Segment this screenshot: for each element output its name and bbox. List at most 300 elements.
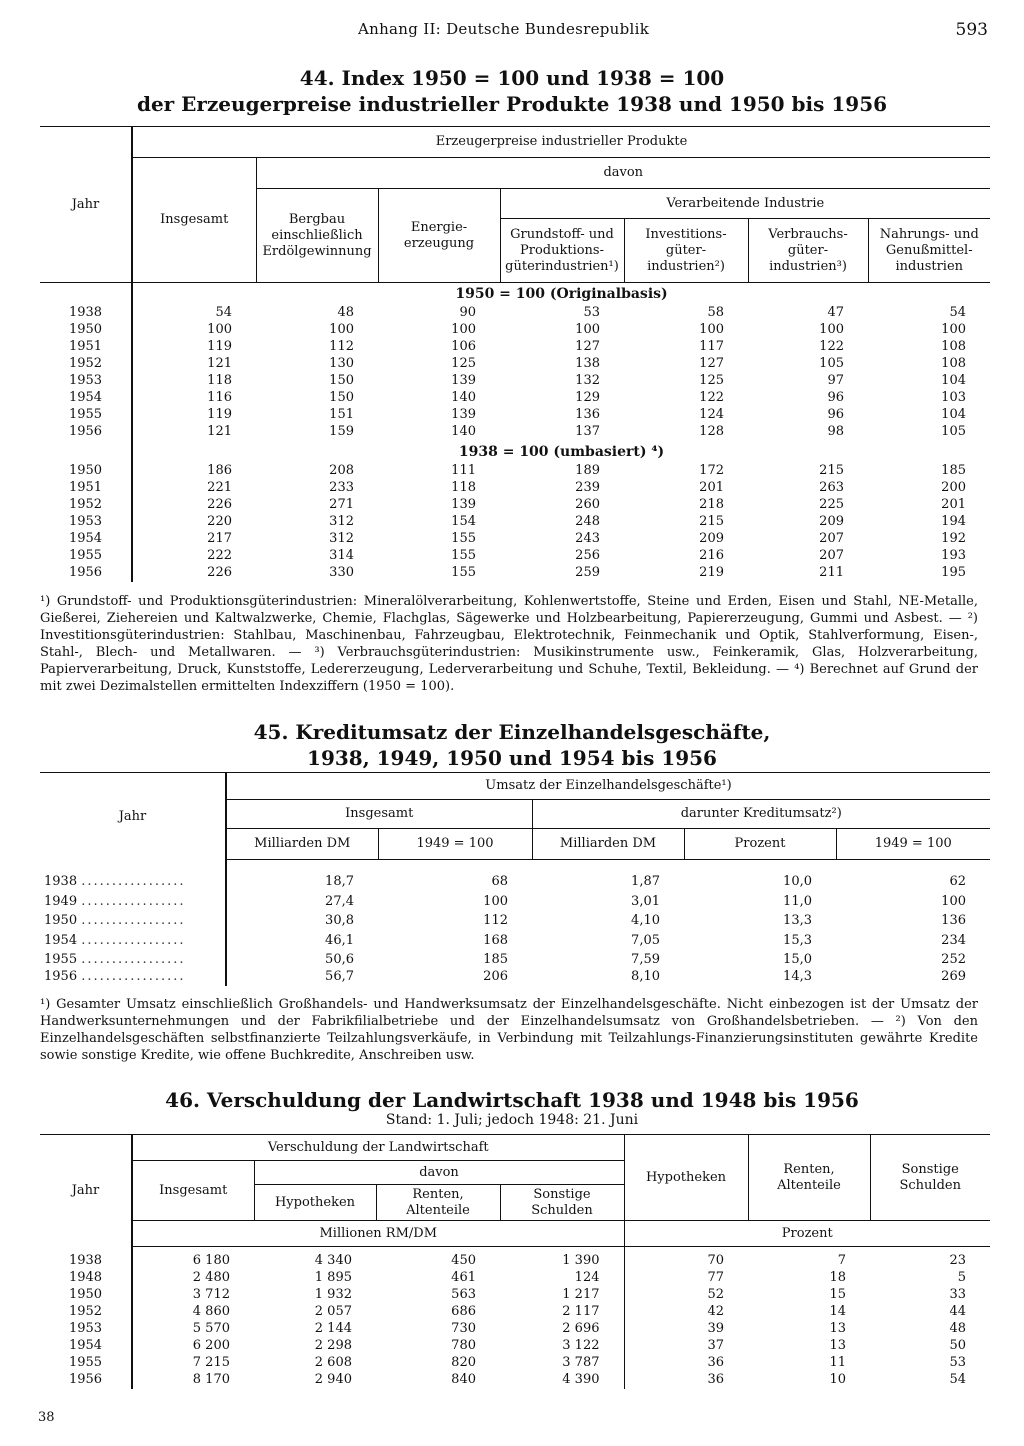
value-cell: 269 (941, 969, 966, 984)
table46-header-hypotheken: Hypotheken (254, 1185, 376, 1221)
value-cell: 312 (329, 531, 354, 546)
value-cell: 820 (451, 1355, 476, 1370)
value-cell: 77 (624, 1270, 748, 1287)
value-cell: 243 (575, 531, 600, 546)
value-cell: 15,3 (783, 932, 812, 948)
year-label: 1956 (44, 969, 78, 984)
value-cell: 139 (451, 407, 476, 422)
value-cell: 100 (575, 322, 600, 337)
year-label: 1949 (44, 893, 78, 909)
value-cell: 450 (451, 1253, 476, 1268)
value-cell: 44 (949, 1304, 966, 1319)
year-label: 1955 (44, 952, 78, 967)
table45-header-mrd1: Milliarden DM (226, 829, 378, 860)
value-cell: 100 (941, 893, 966, 909)
year-cell: 1948 (40, 1270, 132, 1287)
table-row (40, 1321, 990, 1338)
value-cell: 234 (941, 932, 966, 948)
value-cell: 23 (949, 1253, 966, 1268)
value-cell: 104 (941, 373, 966, 388)
table-row (40, 874, 990, 891)
value-cell: 686 (451, 1304, 476, 1319)
value-cell: 159 (329, 424, 354, 439)
value-cell: 100 (699, 322, 724, 337)
year-cell: 1938 (40, 305, 132, 322)
value-cell: 271 (329, 497, 354, 512)
value-cell: 48 (337, 305, 354, 320)
table46-header-unit-prozent: Prozent (624, 1221, 990, 1247)
table-row (40, 952, 990, 969)
value-cell: 132 (575, 373, 600, 388)
value-cell: 127 (699, 356, 724, 371)
value-cell: 56,7 (325, 969, 354, 984)
value-cell: 11 (829, 1355, 846, 1370)
value-cell: 201 (699, 480, 724, 495)
table45-header-prozent: Prozent (684, 829, 836, 860)
value-cell: 3,01 (631, 893, 660, 909)
value-cell: 1 217 (562, 1287, 600, 1302)
value-cell: 233 (329, 480, 354, 495)
table45-footnotes: ¹) Gesamter Umsatz einschließlich Großhandels- und Handwerksumsatz der Einzelhandelsgeschäfte. Nicht einbezogen ist der Umsatz der Handwerksunternehmungen und der Fabrikfilialbetriebe und der Einzelhandelsumsatz von Großhandelsbetrieben. — ²) Von den Einzelhandelsgeschäften selbstfinanzierte Teilzahlungsverkäufe, in Verbindung mit Teilzahlungs-Finanzierungsinstituten gewährte Kredite sowie sonstige Kredite, wie offene Buchkredite, Anschreiben usw. (40, 997, 978, 1063)
value-cell: 168 (483, 932, 508, 948)
table-row (40, 407, 990, 424)
value-cell: 129 (575, 390, 600, 405)
table44-header-davon: davon (256, 158, 990, 189)
table-row (40, 531, 990, 548)
year-cell: 1953 (40, 373, 132, 390)
year-cell: 1956 (40, 565, 132, 582)
table44-header-verarbeitende: Verarbeitende Industrie (500, 189, 990, 219)
value-cell: 195 (941, 565, 966, 580)
value-cell: 54 (215, 305, 232, 320)
value-cell: 150 (329, 373, 354, 388)
value-cell: 100 (329, 322, 354, 337)
value-cell: 14 (829, 1304, 846, 1319)
year-cell: 1952 (40, 497, 132, 514)
value-cell: 263 (819, 480, 844, 495)
table45-header-idx1: 1949 = 100 (378, 829, 532, 860)
value-cell: 221 (207, 480, 232, 495)
value-cell: 226 (207, 497, 232, 512)
table46-header-renten: Renten, Altenteile (376, 1185, 500, 1221)
table-row (40, 424, 990, 441)
value-cell: 207 (819, 531, 844, 546)
table46-header-renten-prozent: Renten, Altenteile (748, 1135, 870, 1221)
value-cell: 461 (451, 1270, 476, 1285)
value-cell: 58 (707, 305, 724, 320)
table46-header-davon: davon (254, 1161, 624, 1185)
value-cell: 172 (699, 463, 724, 478)
value-cell: 117 (699, 339, 724, 354)
year-cell: 1956 (40, 1372, 132, 1389)
value-cell: 4 340 (314, 1253, 352, 1268)
year-cell (40, 930, 226, 952)
table-row (40, 463, 990, 480)
year-cell: 1952 (40, 1304, 132, 1321)
value-cell: 1 932 (314, 1287, 352, 1302)
value-cell: 155 (451, 548, 476, 563)
value-cell: 219 (699, 565, 724, 580)
value-cell: 3 122 (562, 1338, 600, 1353)
table-row (40, 1338, 990, 1355)
value-cell: 18,7 (325, 874, 354, 889)
value-cell: 13,3 (783, 913, 812, 928)
value-cell: 2 940 (314, 1372, 352, 1387)
value-cell: 119 (207, 339, 232, 354)
value-cell: 137 (575, 424, 600, 439)
value-cell: 209 (699, 531, 724, 546)
value-cell: 215 (699, 514, 724, 529)
value-cell: 125 (451, 356, 476, 371)
table-row (40, 548, 990, 565)
value-cell: 840 (451, 1372, 476, 1387)
year-cell: 1954 (40, 531, 132, 548)
value-cell: 10,0 (783, 874, 812, 889)
value-cell: 5 (957, 1270, 966, 1285)
year-label: 1938 (44, 874, 78, 889)
value-cell: 53 (949, 1355, 966, 1370)
value-cell: 33 (949, 1287, 966, 1302)
value-cell: 118 (207, 373, 232, 388)
value-cell: 50,6 (325, 952, 354, 967)
value-cell: 96 (827, 390, 844, 405)
value-cell: 209 (819, 514, 844, 529)
signature-mark: 38 (38, 1410, 55, 1425)
value-cell: 248 (575, 514, 600, 529)
value-cell: 252 (941, 952, 966, 967)
year-cell: 1954 (40, 390, 132, 407)
value-cell: 53 (583, 305, 600, 320)
value-cell: 108 (941, 339, 966, 354)
year-cell: 1951 (40, 339, 132, 356)
table45-header-insgesamt: Insgesamt (226, 800, 532, 829)
table-row (40, 1355, 990, 1372)
value-cell: 2 696 (562, 1321, 600, 1336)
value-cell: 105 (941, 424, 966, 439)
value-cell: 42 (624, 1304, 748, 1321)
table44-header-nahrung: Nahrungs- und Genußmittel-industrien (868, 219, 990, 283)
value-cell: 155 (451, 565, 476, 580)
value-cell: 46,1 (325, 932, 354, 948)
year-cell: 1954 (40, 1338, 132, 1355)
value-cell: 122 (819, 339, 844, 354)
value-cell: 119 (207, 407, 232, 422)
value-cell: 226 (207, 565, 232, 580)
value-cell: 6 180 (192, 1253, 230, 1268)
value-cell: 111 (451, 463, 476, 478)
value-cell: 106 (451, 339, 476, 354)
value-cell: 108 (941, 356, 966, 371)
value-cell: 193 (941, 548, 966, 563)
leader-dots: ................. (81, 969, 186, 984)
value-cell: 2 298 (314, 1338, 352, 1353)
table45 (40, 772, 990, 986)
table46 (40, 1134, 990, 1389)
table44-section-original: 1950 = 100 (Originalbasis) (455, 285, 668, 302)
value-cell: 189 (575, 463, 600, 478)
value-cell: 7,05 (631, 932, 660, 948)
value-cell: 215 (819, 463, 844, 478)
value-cell: 54 (949, 1372, 966, 1387)
value-cell: 220 (207, 514, 232, 529)
value-cell: 62 (949, 874, 966, 889)
value-cell: 136 (575, 407, 600, 422)
value-cell: 100 (483, 893, 508, 909)
table46-header-top: Verschuldung der Landwirtschaft (132, 1135, 624, 1161)
table44-title-line1: 44. Index 1950 = 100 und 1938 = 100 (299, 66, 725, 90)
table44-section-umbasiert: 1938 = 100 (umbasiert) ⁴) (458, 443, 665, 460)
value-cell: 130 (329, 356, 354, 371)
value-cell: 222 (207, 548, 232, 563)
table46-header-hyp-prozent: Hypotheken (624, 1135, 748, 1221)
value-cell: 97 (827, 373, 844, 388)
year-cell: 1950 (40, 1287, 132, 1304)
value-cell: 217 (207, 531, 232, 546)
table44 (40, 126, 990, 582)
table45-header-top: Umsatz der Einzelhandelsgeschäfte¹) (226, 773, 990, 800)
table44-header-insgesamt: Insgesamt (160, 212, 229, 227)
table46-title: 46. Verschuldung der Landwirtschaft 1938 und 1948 bis 1956 (165, 1088, 859, 1112)
value-cell: 47 (827, 305, 844, 320)
page-number: 593 (955, 20, 988, 40)
value-cell: 100 (819, 322, 844, 337)
year-cell: 1955 (40, 1355, 132, 1372)
table44-title-line2: der Erzeugerpreise industrieller Produkte 1938 und 1950 bis 1956 (136, 92, 888, 116)
value-cell: 2 057 (314, 1304, 352, 1319)
value-cell: 225 (819, 497, 844, 512)
table44-header-bergbau: Bergbau einschließlich Erdölgewinnung (256, 189, 378, 283)
table-row (40, 930, 990, 952)
table45-header-mrd2: Milliarden DM (532, 829, 684, 860)
year-cell (40, 891, 226, 913)
table44-footnotes: ¹) Grundstoff- und Produktionsgüterindustrien: Mineralölverarbeitung, Kohlenwertstoffe, Steine und Erden, Eisen und Stahl, NE-Metalle, Gießerei, Ziehereien und Kaltwalzwerke, Chemie, Flachglas, Sägewerke und Holzbearbeitung, Papiererzeugung, Gummi und Asbest. — ²) Investitionsgüterindustrien: Stahlbau, Maschinenbau, Fahrzeugbau, Elektrotechnik, Feinmechanik und Optik, Stahlverformung, Eisen-, Stahl-, Blech- und Metallwaren. — ³) Verbrauchsgüterindustrien: Musikinstrumente usw., Feinkeramik, Glas, Holzverarbeitung, Papierverarbeitung, Druck, Kunststoffe, Ledererzeugung, Lederverarbeitung und Schuhe, Textil, Bekleidung. — ⁴) Berechnet auf Grund der mit zwei Dezimalstellen ermittelten Indexziffern (1950 = 100). (40, 594, 978, 694)
value-cell: 103 (941, 390, 966, 405)
value-cell: 256 (575, 548, 600, 563)
table45-title-line2: 1938, 1949, 1950 und 1954 bis 1956 (307, 746, 717, 770)
value-cell: 139 (451, 497, 476, 512)
value-cell: 1,87 (631, 874, 660, 889)
value-cell: 68 (491, 874, 508, 889)
value-cell: 96 (827, 407, 844, 422)
value-cell: 192 (941, 531, 966, 546)
value-cell: 3 787 (562, 1355, 600, 1370)
value-cell: 139 (451, 373, 476, 388)
value-cell: 70 (624, 1253, 748, 1270)
table46-header-sonst-prozent: Sonstige Schulden (870, 1135, 990, 1221)
value-cell: 13 (829, 1321, 846, 1336)
leader-dots: ................. (81, 932, 186, 948)
value-cell: 7 (837, 1253, 846, 1268)
value-cell: 1 895 (314, 1270, 352, 1285)
value-cell: 122 (699, 390, 724, 405)
value-cell: 11,0 (783, 893, 812, 909)
value-cell: 15,0 (783, 952, 812, 967)
table-row (40, 891, 990, 913)
year-cell (40, 874, 226, 891)
value-cell: 104 (941, 407, 966, 422)
year-cell: 1952 (40, 356, 132, 373)
leader-dots: ................. (81, 893, 186, 909)
table-row (40, 390, 990, 407)
year-cell (40, 913, 226, 930)
value-cell: 8,10 (631, 969, 660, 984)
value-cell: 116 (207, 390, 232, 405)
value-cell: 127 (575, 339, 600, 354)
value-cell: 37 (624, 1338, 748, 1355)
table-row (40, 339, 990, 356)
year-cell (40, 969, 226, 986)
value-cell: 27,4 (325, 893, 354, 909)
value-cell: 216 (699, 548, 724, 563)
leader-dots: ................. (81, 874, 186, 889)
value-cell: 260 (575, 497, 600, 512)
value-cell: 314 (329, 548, 354, 563)
value-cell: 3 712 (192, 1287, 230, 1302)
table-row (40, 305, 990, 322)
value-cell: 185 (483, 952, 508, 967)
table-row (40, 373, 990, 390)
table46-header-jahr: Jahr (40, 1135, 132, 1247)
value-cell: 218 (699, 497, 724, 512)
value-cell: 105 (819, 356, 844, 371)
table46-header-insgesamt: Insgesamt (159, 1182, 228, 1198)
value-cell: 7,59 (631, 952, 660, 967)
value-cell: 194 (941, 514, 966, 529)
value-cell: 48 (949, 1321, 966, 1336)
year-cell: 1950 (40, 322, 132, 339)
value-cell: 185 (941, 463, 966, 478)
value-cell: 6 200 (192, 1338, 230, 1353)
value-cell: 13 (829, 1338, 846, 1353)
value-cell: 100 (451, 322, 476, 337)
value-cell: 124 (699, 407, 724, 422)
year-cell: 1955 (40, 548, 132, 565)
table-row (40, 356, 990, 373)
table-row (40, 497, 990, 514)
value-cell: 112 (329, 339, 354, 354)
value-cell: 112 (483, 913, 508, 928)
value-cell: 7 215 (192, 1355, 230, 1370)
value-cell: 121 (207, 424, 232, 439)
value-cell: 151 (329, 407, 354, 422)
table-row (40, 480, 990, 497)
value-cell: 15 (829, 1287, 846, 1302)
table-row (40, 1287, 990, 1304)
table44-header-investition: Investitions-güter-industrien²) (624, 219, 748, 283)
value-cell: 138 (575, 356, 600, 371)
value-cell: 4,10 (631, 913, 660, 928)
table-row (40, 565, 990, 582)
table-row (40, 913, 990, 930)
value-cell: 140 (451, 390, 476, 405)
value-cell: 780 (451, 1338, 476, 1353)
value-cell: 50 (949, 1338, 966, 1353)
value-cell: 124 (574, 1270, 600, 1285)
value-cell: 121 (207, 356, 232, 371)
value-cell: 90 (459, 305, 476, 320)
year-label: 1954 (44, 932, 78, 948)
running-header (0, 18, 1024, 44)
table-row (40, 1304, 990, 1321)
value-cell: 5 570 (192, 1321, 230, 1336)
value-cell: 136 (941, 913, 966, 928)
value-cell: 206 (483, 969, 508, 984)
year-cell: 1953 (40, 1321, 132, 1338)
value-cell: 155 (451, 531, 476, 546)
value-cell: 14,3 (783, 969, 812, 984)
table-row (40, 514, 990, 531)
table-row (40, 322, 990, 339)
table46-header-unit-millionen: Millionen RM/DM (132, 1221, 624, 1247)
year-cell: 1953 (40, 514, 132, 531)
leader-dots: ................. (81, 952, 186, 967)
value-cell: 36 (624, 1355, 748, 1372)
value-cell: 1 390 (562, 1253, 600, 1268)
value-cell: 10 (829, 1372, 846, 1387)
value-cell: 186 (207, 463, 232, 478)
table44-header-grundstoff: Grundstoff- und Produktions-güterindustrien¹) (500, 219, 624, 283)
value-cell: 730 (451, 1321, 476, 1336)
table-row (40, 1253, 990, 1270)
year-label: 1950 (44, 913, 78, 928)
value-cell: 118 (451, 480, 476, 495)
table46-subtitle: Stand: 1. Juli; jedoch 1948: 21. Juni (385, 1112, 639, 1128)
value-cell: 2 608 (314, 1355, 352, 1370)
value-cell: 563 (451, 1287, 476, 1302)
year-cell: 1955 (40, 407, 132, 424)
value-cell: 207 (819, 548, 844, 563)
value-cell: 100 (941, 322, 966, 337)
value-cell: 201 (941, 497, 966, 512)
value-cell: 140 (451, 424, 476, 439)
leader-dots: ................. (81, 913, 186, 928)
value-cell: 208 (329, 463, 354, 478)
year-cell: 1950 (40, 463, 132, 480)
running-title: Anhang II: Deutsche Bundesrepublik (358, 20, 650, 38)
table44-header-jahr: Jahr (40, 127, 132, 283)
value-cell: 150 (329, 390, 354, 405)
value-cell: 2 144 (314, 1321, 352, 1336)
value-cell: 54 (949, 305, 966, 320)
table45-title-line1: 45. Kreditumsatz der Einzelhandelsgeschäfte, (253, 720, 771, 744)
value-cell: 125 (699, 373, 724, 388)
year-cell: 1938 (40, 1253, 132, 1270)
value-cell: 4 390 (562, 1372, 600, 1387)
value-cell: 18 (829, 1270, 846, 1285)
value-cell: 259 (575, 565, 600, 580)
value-cell: 30,8 (325, 913, 354, 928)
value-cell: 154 (451, 514, 476, 529)
table44-header-energie: Energie-erzeugung (378, 189, 500, 283)
table45-header-idx2: 1949 = 100 (836, 829, 990, 860)
value-cell: 200 (941, 480, 966, 495)
year-cell: 1951 (40, 480, 132, 497)
value-cell: 128 (699, 424, 724, 439)
table44-header-top: Erzeugerpreise industrieller Produkte (132, 127, 990, 158)
table-row (40, 1372, 990, 1389)
table45-header-jahr: Jahr (40, 773, 226, 860)
value-cell: 39 (624, 1321, 748, 1338)
table45-header-kredit: darunter Kreditumsatz²) (532, 800, 990, 829)
year-cell: 1956 (40, 424, 132, 441)
value-cell: 4 860 (192, 1304, 230, 1319)
year-cell (40, 952, 226, 969)
table46-header-sonstige: Sonstige Schulden (500, 1185, 624, 1221)
table-row (40, 969, 990, 986)
value-cell: 211 (819, 565, 844, 580)
value-cell: 36 (624, 1372, 748, 1389)
value-cell: 98 (827, 424, 844, 439)
